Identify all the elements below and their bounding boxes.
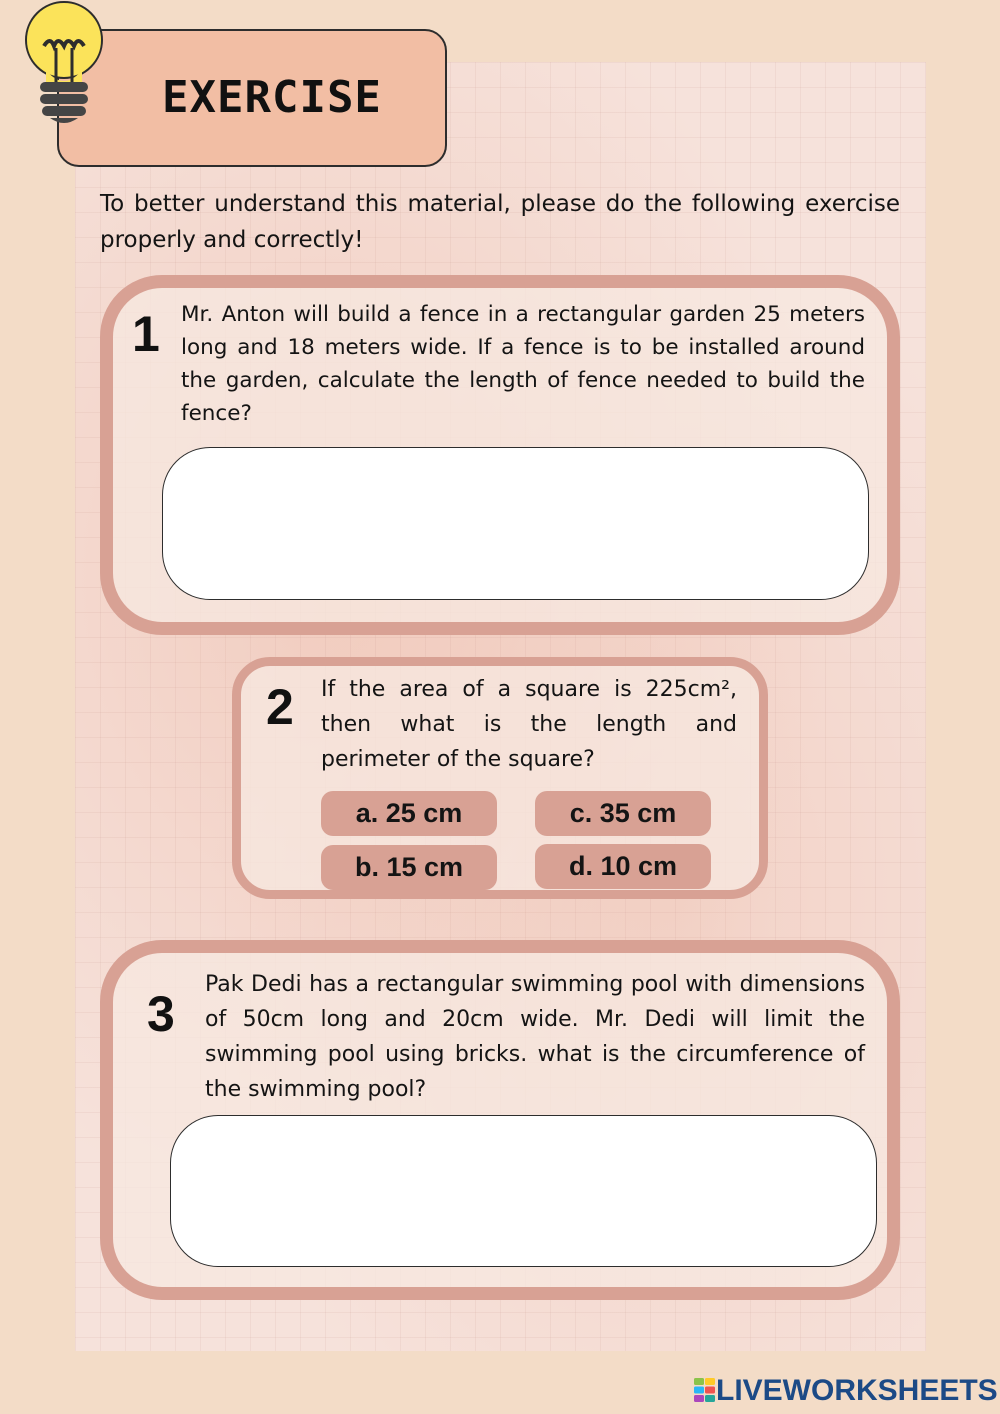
brand-name: LIVEWORKSHEETS — [716, 1374, 998, 1407]
option-c-button[interactable]: c. 35 cm — [535, 791, 711, 836]
question-3-text: Pak Dedi has a rectangular swimming pool with dimensions of 50cm long and 20cm wide. Mr. Dedi will limit the swimming pool using bricks. what is the circumference of the swimming pool? — [205, 972, 865, 1102]
question-1-number: 1 — [132, 306, 160, 362]
option-a-button[interactable]: a. 25 cm — [321, 791, 497, 836]
intro-text: To better understand this material, please do the following exercise properly and correctly! — [100, 191, 900, 253]
liveworksheets-mark-icon — [694, 1378, 716, 1402]
lightbulb-icon — [16, 0, 112, 128]
question-3-number: 3 — [147, 986, 175, 1042]
question-1-text: Mr. Anton will build a fence in a rectangular garden 25 meters long and 18 meters wide. If a fence is to be installed around the garden, calculate the length of fence needed to build the fence? — [181, 302, 865, 426]
page-title: EXERCISE — [162, 72, 382, 123]
question-2-text: If the area of a square is 225cm², then what is the length and perimeter of the square? — [321, 677, 737, 772]
option-b-button[interactable]: b. 15 cm — [321, 845, 497, 890]
question-3-answer-field[interactable] — [170, 1115, 877, 1267]
question-2-number: 2 — [266, 679, 294, 735]
option-d-button[interactable]: d. 10 cm — [535, 844, 711, 889]
question-1-answer-field[interactable] — [162, 447, 869, 600]
